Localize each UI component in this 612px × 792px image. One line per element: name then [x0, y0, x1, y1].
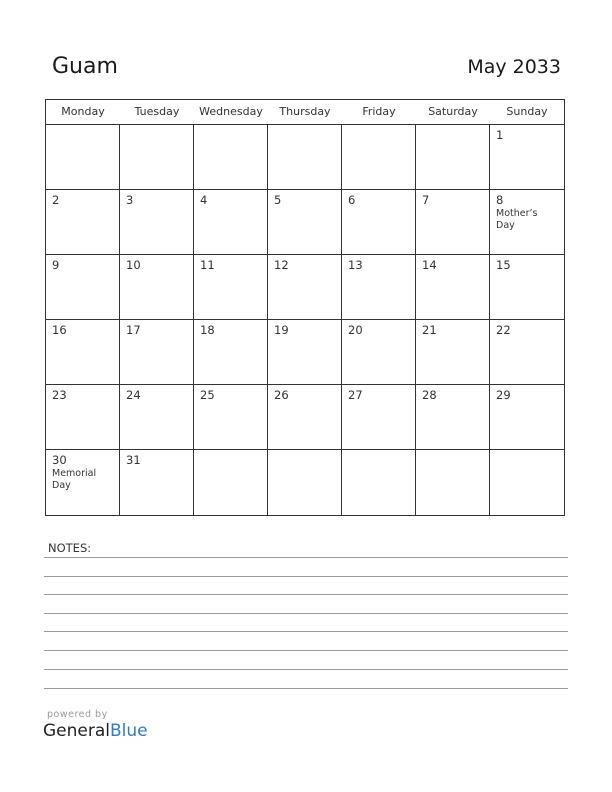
day-number: 11	[200, 258, 215, 272]
day-cell	[46, 320, 120, 385]
day-cell	[342, 125, 416, 190]
day-number: 27	[348, 388, 363, 402]
day-cell	[490, 320, 564, 385]
weekday-header: Sunday	[506, 105, 548, 118]
region-title: Guam	[52, 54, 118, 79]
day-number: 26	[274, 388, 289, 402]
day-cell	[194, 320, 268, 385]
day-number: 31	[126, 453, 141, 467]
day-cell	[268, 190, 342, 255]
day-cell	[342, 385, 416, 450]
day-cell	[416, 125, 490, 190]
holiday-label: Memorial Day	[52, 468, 97, 491]
day-cell	[46, 255, 120, 320]
calendar-grid	[45, 99, 565, 516]
day-number: 16	[52, 323, 67, 337]
day-number: 4	[200, 193, 208, 207]
note-line	[44, 594, 568, 595]
day-number: 29	[496, 388, 511, 402]
notes-label: NOTES:	[48, 541, 92, 555]
day-cell	[416, 385, 490, 450]
day-number: 8	[496, 193, 504, 207]
note-line	[44, 613, 568, 614]
note-line	[44, 557, 568, 558]
day-cell	[342, 190, 416, 255]
day-number: 2	[52, 193, 60, 207]
day-cell	[342, 450, 416, 515]
day-cell	[194, 255, 268, 320]
day-cell	[490, 385, 564, 450]
day-cell	[268, 125, 342, 190]
day-number: 1	[496, 128, 504, 142]
day-number: 30	[52, 453, 67, 467]
day-number: 18	[200, 323, 215, 337]
month-year-title: May 2033	[467, 56, 561, 78]
day-number: 13	[348, 258, 363, 272]
day-cell	[490, 450, 564, 515]
powered-by-text: powered by	[47, 709, 108, 720]
day-number: 6	[348, 193, 356, 207]
note-line	[44, 631, 568, 632]
day-cell	[416, 320, 490, 385]
day-number: 9	[52, 258, 60, 272]
day-number: 23	[52, 388, 67, 402]
day-number: 22	[496, 323, 511, 337]
day-grid	[46, 125, 564, 515]
day-number: 17	[126, 323, 141, 337]
holiday-label: Mother’s Day	[496, 208, 538, 231]
day-number: 10	[126, 258, 141, 272]
note-line	[44, 576, 568, 577]
day-number: 15	[496, 258, 511, 272]
weekday-header: Friday	[362, 105, 396, 118]
day-cell	[194, 450, 268, 515]
day-number: 25	[200, 388, 215, 402]
note-line	[44, 688, 568, 689]
day-cell	[194, 190, 268, 255]
day-cell	[46, 125, 120, 190]
note-line	[44, 650, 568, 651]
day-cell	[120, 385, 194, 450]
day-cell	[268, 320, 342, 385]
day-cell	[46, 385, 120, 450]
day-cell	[120, 255, 194, 320]
weekday-header-row	[46, 100, 564, 125]
weekday-header: Monday	[61, 105, 105, 118]
day-number: 12	[274, 258, 289, 272]
day-number: 7	[422, 193, 430, 207]
day-number: 21	[422, 323, 437, 337]
day-number: 24	[126, 388, 141, 402]
weekday-header: Wednesday	[199, 105, 263, 118]
day-cell	[490, 255, 564, 320]
day-cell	[268, 255, 342, 320]
day-number: 19	[274, 323, 289, 337]
day-cell	[120, 320, 194, 385]
day-cell	[120, 125, 194, 190]
weekday-header: Tuesday	[134, 105, 180, 118]
day-cell	[268, 385, 342, 450]
day-cell	[490, 190, 564, 255]
day-cell	[342, 320, 416, 385]
day-number: 20	[348, 323, 363, 337]
day-cell	[268, 450, 342, 515]
weekday-header: Saturday	[428, 105, 478, 118]
day-cell	[194, 385, 268, 450]
day-number: 14	[422, 258, 437, 272]
weekday-header: Thursday	[279, 105, 331, 118]
day-cell	[46, 190, 120, 255]
day-number: 3	[126, 193, 134, 207]
day-cell	[120, 450, 194, 515]
brand-logo[interactable]	[43, 721, 148, 741]
brand-blue: Blue	[110, 721, 148, 741]
day-cell	[46, 450, 120, 515]
day-cell	[194, 125, 268, 190]
day-number: 28	[422, 388, 437, 402]
day-cell	[416, 190, 490, 255]
day-cell	[342, 255, 416, 320]
brand-general: General	[43, 721, 110, 741]
day-number: 5	[274, 193, 282, 207]
day-cell	[416, 450, 490, 515]
day-cell	[120, 190, 194, 255]
day-cell	[490, 125, 564, 190]
note-line	[44, 669, 568, 670]
day-cell	[416, 255, 490, 320]
